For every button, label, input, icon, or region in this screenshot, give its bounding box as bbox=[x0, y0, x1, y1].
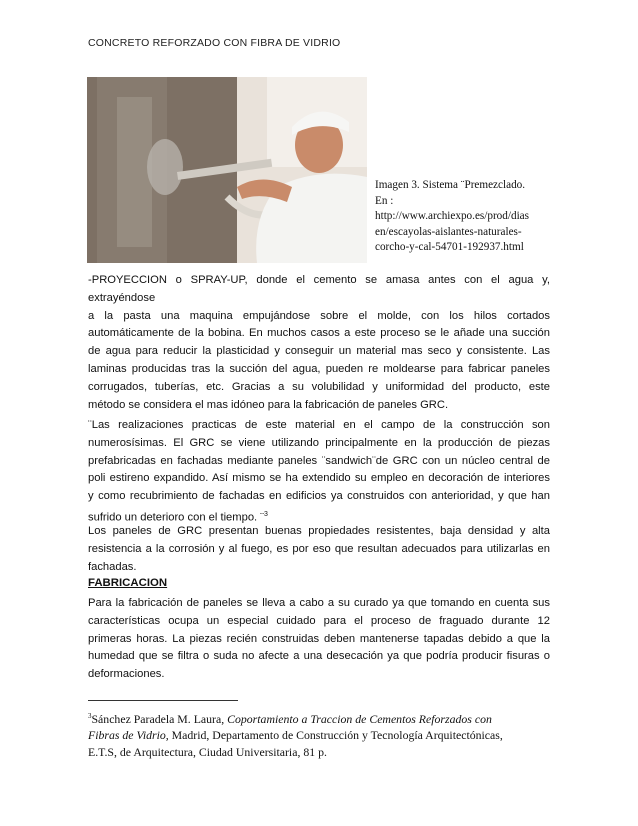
text-line: numerosísimas. El GRC se viene utilizando principalmente en la producción de piezas bbox=[88, 436, 550, 449]
caption-link-line[interactable]: en/escayolas-aislantes-naturales- bbox=[375, 225, 522, 238]
caption-link-line[interactable]: corcho-y-cal-54701-192937.html bbox=[375, 241, 524, 253]
footnote-title: Fibras de Vidrio, bbox=[88, 728, 169, 743]
footnote-divider bbox=[88, 700, 238, 701]
footnote-line: E.T.S, de Arquitectura, Ciudad Universitaria, 81 p. bbox=[88, 744, 327, 759]
text-line: Para la fabricación de paneles se lleva a cabo a su curado ya que tomando en cuenta sus bbox=[88, 597, 550, 609]
text-line: método se considera el mas idóneo para la fabricación de paneles GRC. bbox=[88, 398, 449, 411]
footnote-title: Coportamiento a Traccion de Cementos Reforzados con bbox=[227, 711, 492, 726]
photo-illustration bbox=[87, 77, 367, 263]
text-line: prefabricadas en fachadas mediante paneles ¨sandwich¨de GRC con un núcleo central de bbox=[88, 454, 550, 467]
image-caption bbox=[375, 178, 561, 256]
text-line: de agua para reducir la plasticidad y conseguir un material mas seco y consistente. Las bbox=[88, 345, 550, 358]
text-fragment: sufrido un deterioro con el tiempo. ¨ bbox=[88, 511, 264, 524]
section-heading-fabricacion: FABRICACION bbox=[88, 577, 168, 589]
text-line: poli estireno expandido. Así mismo se ha extendido su empleo en decoración de interiores bbox=[88, 472, 550, 485]
footnote-reference[interactable]: 3 bbox=[264, 510, 268, 518]
footnote-line bbox=[88, 727, 558, 744]
footnote-publisher: Madrid, Departamento de Construcción y Tecnología Arquitectónicas, bbox=[168, 728, 503, 743]
text-line: primeras horas. La piezas recién construidas deben mantenerse tapadas debido a que la bbox=[88, 632, 550, 645]
paragraph-fabricacion bbox=[88, 595, 550, 684]
page-header: CONCRETO REFORZADO CON FIBRA DE VIDRIO bbox=[88, 37, 341, 49]
text-line: -PROYECCION o SPRAY-UP, donde el cemento se amasa antes con el agua y, extrayéndose bbox=[88, 274, 550, 304]
footnote bbox=[88, 708, 558, 760]
caption-line: En : bbox=[375, 194, 394, 207]
text-line: humedad que se filtra o suda no afecte a una desecación ya que podría producir fisuras o bbox=[88, 650, 550, 663]
worker-spraying-photo bbox=[87, 77, 367, 263]
caption-link-line[interactable]: http://www.archiexpo.es/prod/dias bbox=[375, 210, 530, 222]
paragraph-realizaciones bbox=[88, 417, 550, 528]
text-line: ¨Las realizaciones practicas de este material en el campo de la construcción son bbox=[88, 419, 550, 431]
paragraph-spray-up bbox=[88, 272, 550, 414]
text-line: resistencia a la corrosión y al fuego, es por eso que resultan adecuados para utilizarlas en bbox=[88, 542, 550, 555]
footnote-line bbox=[88, 708, 558, 727]
text-line: a la pasta una maquina empujándose sobre el molde, con los hilos cortados bbox=[88, 309, 550, 322]
text-line: Los paneles de GRC presentan buenas propiedades resistentes, baja densidad y alta bbox=[88, 525, 550, 537]
text-line: deformaciones. bbox=[88, 668, 165, 681]
text-line: fachadas. bbox=[88, 560, 137, 573]
footnote-marker: 3 bbox=[88, 712, 92, 720]
text-line: laminas producidas tras la succión del agua, pueden re moldearse para fabricar paneles bbox=[88, 362, 550, 375]
text-line: corrugados, tuberías, etc. Gracias a su volubilidad y uniformidad del producto, este bbox=[88, 380, 550, 393]
text-line: características ocupa un especial cuidado para el proceso de fraguado durante 12 bbox=[88, 614, 550, 627]
caption-line: Imagen 3. Sistema ¨Premezclado. bbox=[375, 179, 526, 191]
paragraph-propiedades bbox=[88, 523, 550, 576]
text-line: y como recubrimiento de fachadas en edificios ya construidos con anterioridad, y que han bbox=[88, 490, 550, 503]
footnote-author: Sánchez Paradela M. Laura, bbox=[91, 711, 228, 726]
text-line: automáticamente de la bobina. En muchos casos a este proceso se le añade una succión bbox=[88, 327, 550, 340]
